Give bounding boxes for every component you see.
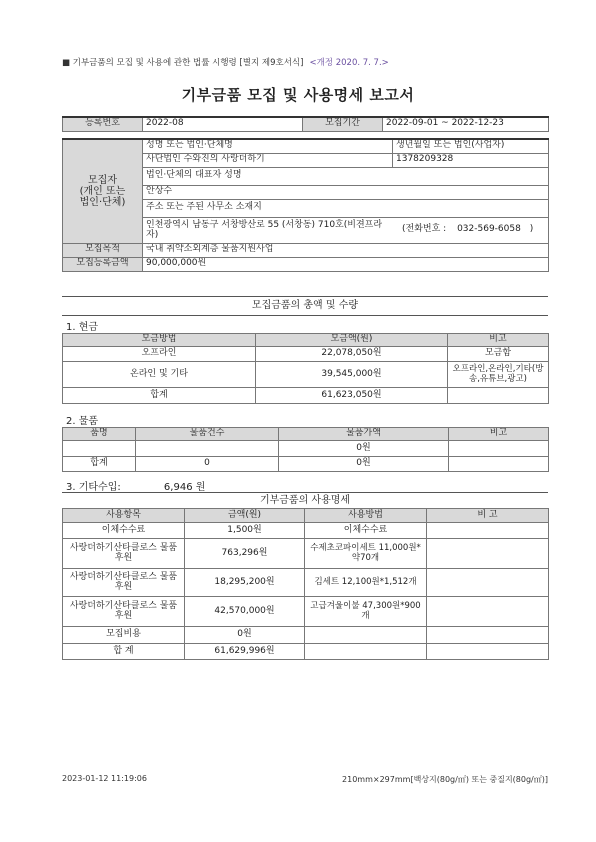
other-income-label: 3. 기타수입: (66, 482, 121, 493)
usage-row-note (427, 597, 549, 627)
usage-row-method: 수제초코파이세트 11,000원*약70개 (305, 539, 427, 569)
table-row (63, 523, 549, 539)
usage-row-note (427, 569, 549, 597)
purpose-value: 국내 취약소외계층 물품지원사업 (143, 243, 549, 257)
phone-label: (전화번호 : (402, 224, 447, 235)
address-value: 인천광역시 남동구 서창방산로 55 (서창동) 710호(비젼프라자) (146, 219, 383, 240)
rep-label: 법인·단체의 대표자 성명 (143, 167, 549, 185)
amount-value: 90,000,000원 (143, 257, 549, 271)
usage-row-item: 이체수수료 (63, 523, 185, 539)
goods-total-row (63, 457, 549, 472)
usage-row-amount: 18,295,200원 (185, 569, 305, 597)
cash-row-note: 모금함 (448, 347, 549, 362)
cash-total-note (448, 388, 549, 404)
phone-block (402, 225, 533, 235)
period-value: 2022-09-01 ~ 2022-12-23 (383, 117, 549, 131)
usage-title: 기부금품의 사용명세 (62, 492, 548, 509)
usage-row-item: 모집비용 (63, 627, 185, 644)
usage-row-method: 고급겨울이불 47,300원*900개 (305, 597, 427, 627)
goods-row-count (136, 441, 279, 457)
table-row (63, 347, 549, 362)
cash-total-label: 합계 (63, 388, 256, 404)
goods-header-name: 품명 (63, 428, 136, 441)
cash-total-amount: 61,623,050원 (256, 388, 448, 404)
form-notice (62, 56, 389, 68)
table-row (63, 569, 549, 597)
page-title: 기부금품 모집 및 사용명세 보고서 (181, 86, 415, 104)
cash-total-row (63, 388, 549, 404)
phone-value: 032-569-6058 (457, 224, 521, 235)
usage-total-note (427, 644, 549, 660)
birth-label: 생년월일 또는 법인(사업자) (393, 139, 549, 153)
usage-row-amount: 0원 (185, 627, 305, 644)
goods-total-value: 0원 (279, 457, 449, 472)
phone-close: ) (529, 224, 534, 235)
revision-date: <개정 2020. 7. 7.> (309, 58, 389, 68)
usage-header-method: 사용방법 (305, 509, 427, 523)
purpose-label: 모집목적 (63, 243, 143, 257)
name-value: 사단법인 수와진의 사랑더하기 (143, 153, 393, 167)
cash-row-amount: 39,545,000원 (256, 362, 448, 388)
cash-section-label: 1. 현금 (66, 322, 99, 333)
collector-table (62, 138, 549, 272)
rep-value: 안상수 (143, 185, 549, 199)
cash-header-note: 비고 (448, 334, 549, 347)
goods-total-label: 합계 (63, 457, 136, 472)
birth-value: 1378209328 (393, 153, 549, 167)
usage-row-item: 사랑더하기산타클로스 물품후원 (63, 539, 185, 569)
goods-table (62, 427, 549, 472)
cash-row-note: 오프라인,온라인,기타(방송,유튜브,광고) (448, 362, 549, 388)
cash-row-method: 오프라인 (63, 347, 256, 362)
other-income (66, 478, 205, 493)
registration-table (62, 116, 549, 132)
cash-header-method: 모금방법 (63, 334, 256, 347)
name-label: 성명 또는 법인·단체명 (143, 139, 393, 153)
table-row (63, 362, 549, 388)
usage-row-item: 사랑더하기산타클로스 물품후원 (63, 569, 185, 597)
collector-label-line1: 모집자 (88, 174, 117, 186)
cash-row-amount: 22,078,050원 (256, 347, 448, 362)
usage-header-item: 사용항목 (63, 509, 185, 523)
print-timestamp: 2023-01-12 11:19:06 (62, 774, 147, 783)
usage-row-note (427, 523, 549, 539)
usage-total-amount: 61,629,996원 (185, 644, 305, 660)
usage-table (62, 508, 549, 660)
address-cell (143, 217, 549, 243)
paper-spec: 210mm×297mm[백상지(80g/㎡) 또는 중질지(80g/㎡)] (342, 775, 548, 784)
collector-label (63, 139, 143, 243)
goods-header-note: 비고 (449, 428, 549, 441)
goods-row-value: 0원 (279, 441, 449, 457)
amount-label: 모집등록금액 (63, 257, 143, 271)
usage-total-method (305, 644, 427, 660)
goods-total-count: 0 (136, 457, 279, 472)
usage-header-note: 비 고 (427, 509, 549, 523)
address-label: 주소 또는 주된 사무소 소재지 (143, 199, 549, 217)
goods-row-name (63, 441, 136, 457)
usage-header-amount: 금액(원) (185, 509, 305, 523)
cash-row-method: 온라인 및 기타 (63, 362, 256, 388)
usage-total-label: 합 계 (63, 644, 185, 660)
table-row (63, 441, 549, 457)
usage-row-method: 이체수수료 (305, 523, 427, 539)
goods-total-note (449, 457, 549, 472)
goods-section-label: 2. 물품 (66, 416, 99, 427)
goods-header-value: 물품가액 (279, 428, 449, 441)
registration-no-value: 2022-08 (143, 117, 303, 131)
usage-row-note (427, 539, 549, 569)
goods-row-note (449, 441, 549, 457)
goods-header-count: 물품건수 (136, 428, 279, 441)
cash-table (62, 333, 549, 404)
usage-row-method (305, 627, 427, 644)
other-income-value: 6,946 원 (163, 482, 206, 493)
registration-no-label: 등록번호 (63, 117, 143, 131)
collector-label-line3: 법인·단체) (79, 196, 126, 208)
cash-header-amount: 모금액(원) (256, 334, 448, 347)
collector-label-line2: (개인 또는 (79, 185, 126, 197)
usage-row-amount: 763,296원 (185, 539, 305, 569)
usage-row-method: 김세트 12,100원*1,512개 (305, 569, 427, 597)
form-reference: ■ 기부금품의 모집 및 사용에 관한 법률 시행령 [별지 제9호서식] (62, 58, 304, 68)
usage-total-row (63, 644, 549, 660)
period-label: 모집기간 (303, 117, 383, 131)
usage-row-amount: 1,500원 (185, 523, 305, 539)
table-row (63, 597, 549, 627)
usage-row-item: 사랑더하기산타클로스 물품후원 (63, 597, 185, 627)
usage-row-amount: 42,570,000원 (185, 597, 305, 627)
table-row (63, 539, 549, 569)
table-row (63, 627, 549, 644)
usage-row-note (427, 627, 549, 644)
totals-title: 모집금품의 총액 및 수량 (62, 296, 548, 316)
